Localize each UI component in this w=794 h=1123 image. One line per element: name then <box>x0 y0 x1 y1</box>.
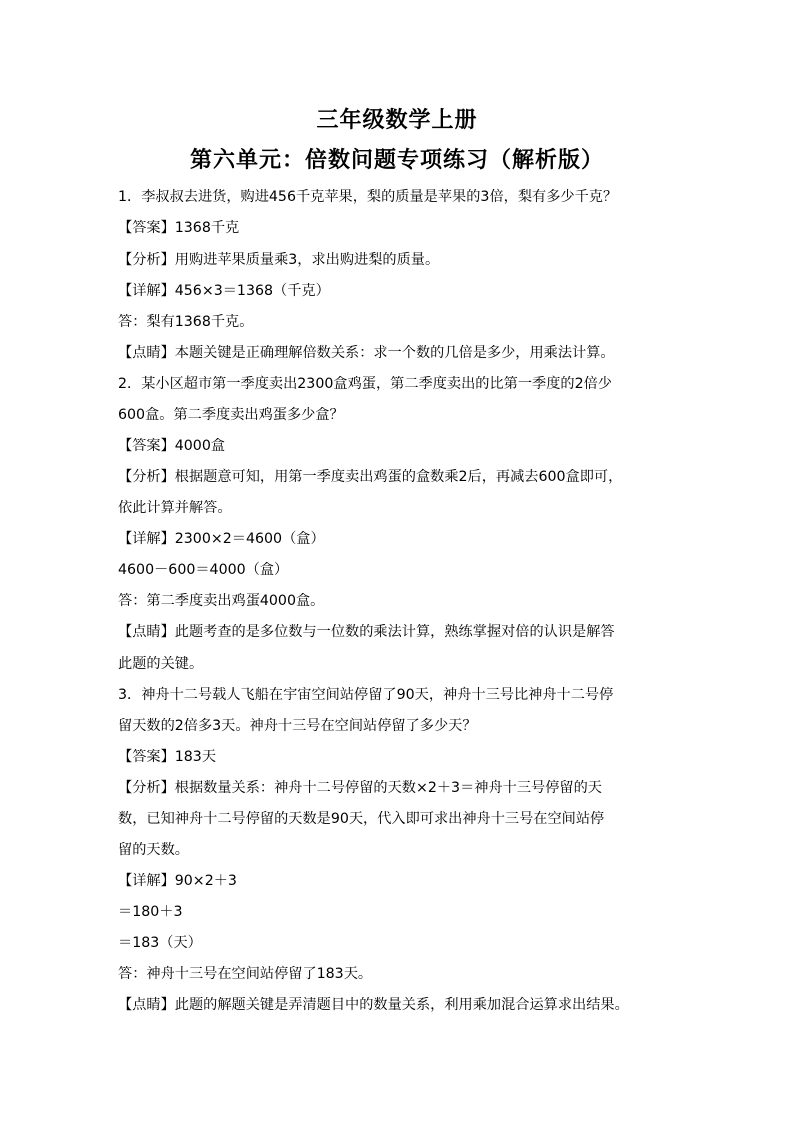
question-1-detail: 【详解】456×3＝1368（千克） <box>118 283 330 299</box>
question-2-answer: 【答案】4000盒 <box>118 438 226 454</box>
document-title: 三年级数学上册 <box>316 108 478 133</box>
document-subtitle: 第六单元：倍数问题专项练习（解析版） <box>189 148 604 173</box>
question-3-detail-step-2: ＝183（天） <box>118 935 202 951</box>
question-2-reply: 答：第二季度卖出鸡蛋4000盒。 <box>118 593 325 609</box>
question-3-text: 3．神舟十二号载人飞船在宇宙空间站停留了90天，神舟十三号比神舟十二号停 <box>118 687 614 703</box>
question-1-reply: 答：梨有1368千克。 <box>118 314 254 330</box>
question-2-detail-cont: 4600－600＝4000（盒） <box>118 562 289 578</box>
question-3-detail: 【详解】90×2＋3 <box>118 873 237 889</box>
question-2-comment: 【点睛】此题考查的是多位数与一位数的乘法计算，熟练掌握对倍的认识是解答 <box>118 624 615 640</box>
question-2-text-cont: 600盒。第二季度卖出鸡蛋多少盒？ <box>118 407 344 423</box>
question-2-text: 2．某小区超市第一季度卖出2300盒鸡蛋，第二季度卖出的比第一季度的2倍少 <box>118 376 612 392</box>
question-1-text: 1．李叔叔去进货，购进456千克苹果，梨的质量是苹果的3倍，梨有多少千克？ <box>118 189 618 205</box>
question-3-text-cont: 留天数的2倍多3天。神舟十三号在空间站停留了多少天？ <box>118 718 477 734</box>
question-3-detail-step-1: ＝180＋3 <box>118 904 183 920</box>
question-1-comment: 【点睛】本题关键是正确理解倍数关系：求一个数的几倍是多少，用乘法计算。 <box>118 345 615 361</box>
question-3-answer: 【答案】183天 <box>118 749 217 765</box>
question-3-analysis-cont: 数，已知神舟十二号停留的天数是90天，代入即可求出神舟十三号在空间站停 <box>118 811 605 827</box>
question-3-comment: 【点睛】此题的解题关键是弄清题目中的数量关系，利用乘加混合运算求出结果。 <box>118 997 629 1013</box>
question-2-analysis-cont: 依此计算并解答。 <box>118 500 232 516</box>
question-3-reply: 答：神舟十三号在空间站停留了183天。 <box>118 966 373 982</box>
question-2-analysis: 【分析】根据题意可知，用第一季度卖出鸡蛋的盒数乘2后，再减去600盒即可， <box>118 469 623 485</box>
question-1-answer: 【答案】1368千克 <box>118 220 240 236</box>
question-2-detail: 【详解】2300×2＝4600（盒） <box>118 531 325 547</box>
question-2-comment-cont: 此题的关键。 <box>118 656 204 672</box>
question-3-analysis: 【分析】根据数量关系：神舟十二号停留的天数×2＋3＝神舟十三号停留的天 <box>118 780 602 796</box>
question-1-analysis: 【分析】用购进苹果质量乘3，求出购进梨的质量。 <box>118 252 440 268</box>
question-3-analysis-cont-2: 留的天数。 <box>118 842 189 858</box>
